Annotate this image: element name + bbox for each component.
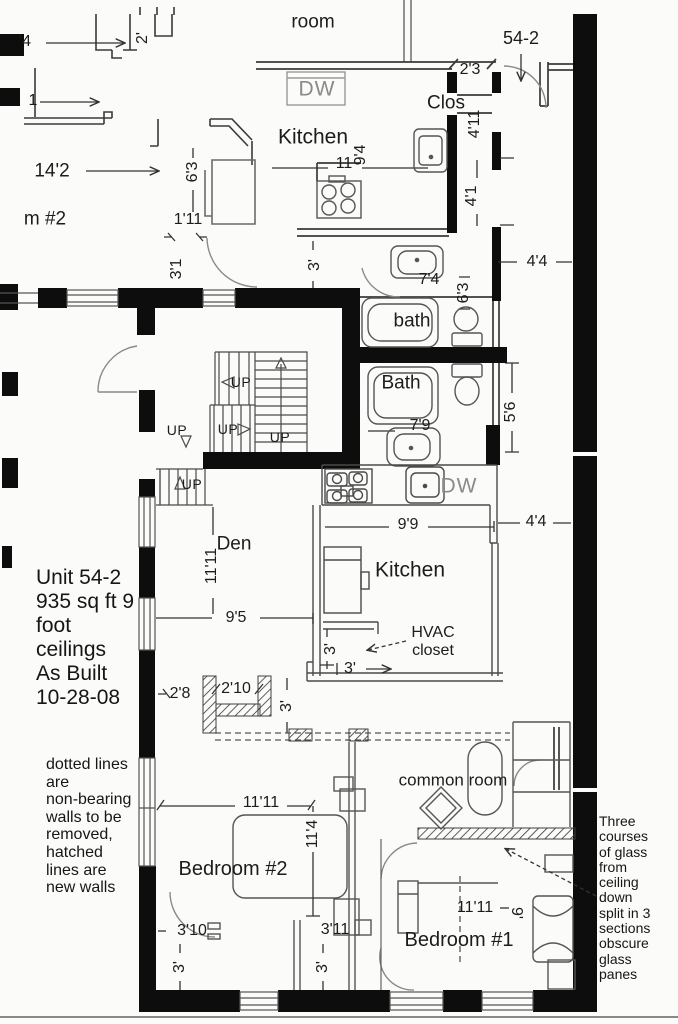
dim-3-hvac-h: 3' <box>344 660 356 677</box>
unit-info-line: 10-28-08 <box>36 686 121 709</box>
dim-7-9: 7'9 <box>409 417 431 434</box>
dim-3-bottom-mid: 3' <box>314 961 331 973</box>
stair-up-label-2: UP <box>166 422 188 438</box>
dim-4-1: 4'1 <box>463 185 480 207</box>
unit-info-line: Unit 54-2 <box>36 566 122 589</box>
dim-4-4-upper: 4'4 <box>526 253 548 270</box>
legend-line: walls to be <box>46 808 122 826</box>
stair-up-label-4: UP <box>269 429 291 445</box>
room-label-closet: Clos <box>426 92 466 114</box>
dim-2-3: 2'3 <box>459 61 481 78</box>
unit-info-line: foot <box>36 614 72 637</box>
legend-line: dotted lines <box>46 756 128 773</box>
dim-3-10: 3'10 <box>177 922 207 939</box>
upper-kitchen-fixtures <box>287 72 447 278</box>
dim-7-4: 7'4 <box>418 271 440 288</box>
dim-9-bedroom1: 9' <box>508 907 525 919</box>
door-arcs <box>98 346 540 990</box>
dim-3-hvac-v: 3' <box>322 643 339 655</box>
room-label-bath-small: bath <box>393 310 431 332</box>
stair-up-label-5: UP <box>181 476 203 492</box>
legend-line: removed, <box>46 826 113 844</box>
dim-11-11-bedroom1: 11'11 <box>456 899 494 916</box>
dishwasher-upper-label: DW <box>298 77 336 101</box>
dim-4-4-lower: 4'4 <box>525 513 547 530</box>
legend-line: are <box>46 773 70 791</box>
dim-9-5: 9'5 <box>225 609 247 626</box>
glass-line: glass <box>599 950 632 967</box>
dim-1: 1 <box>28 92 38 109</box>
dim-3-closet: 3' <box>278 700 295 712</box>
stair-up-label-3: UP <box>217 421 239 437</box>
dim-2-8: 2'8 <box>169 685 191 702</box>
room-label-bath-main: Bath <box>381 372 421 394</box>
glass-line: down <box>599 889 633 906</box>
glass-line: split in 3 <box>599 904 651 921</box>
glass-line: from <box>599 858 627 875</box>
unit-info-line: As Built <box>36 662 108 685</box>
adjacent-unit-walls <box>24 0 411 224</box>
glass-line: sections <box>599 920 651 937</box>
room-label-den: Den <box>216 533 252 555</box>
upper-kitchen-walls <box>256 59 573 465</box>
hvac-label-line2: closet <box>412 642 454 659</box>
room-label-kitchen-lower: Kitchen <box>374 558 446 582</box>
walls-legend-note <box>46 756 131 897</box>
glass-line: obscure <box>599 935 649 952</box>
room-label-room2-partial: m #2 <box>23 208 67 230</box>
legend-line: lines are <box>46 861 107 879</box>
dishwasher-lower-label: DW <box>440 474 478 498</box>
scan-edge-marks <box>0 34 24 568</box>
dim-11: 11 <box>335 155 353 172</box>
legend-line: hatched <box>46 843 103 861</box>
dim-14-2: 14'2 <box>34 160 70 182</box>
glass-line: ceiling <box>599 874 639 891</box>
dim-partial-4: '4 <box>19 33 31 50</box>
glass-line: of glass <box>599 843 648 860</box>
glass-line: courses <box>599 828 649 845</box>
room-label-kitchen-upper: Kitchen <box>277 125 349 149</box>
glass-note <box>599 814 650 982</box>
room-label-bedroom2: Bedroom #2 <box>178 858 288 880</box>
dim-11-11-bedroom2: 11'11 <box>242 794 280 811</box>
dim-2: 2' <box>134 32 151 44</box>
dim-2-10: 2'10 <box>221 680 251 697</box>
dim-9-4: 9'4 <box>352 144 369 166</box>
room-label-bedroom1: Bedroom #1 <box>404 929 514 951</box>
stair-up-label-1: UP <box>230 374 252 390</box>
dim-3-bottom-left: 3' <box>171 961 188 973</box>
unit-callout: 54-2 <box>502 28 540 48</box>
glass-line: Three <box>599 813 636 829</box>
dim-4-11: 4'11 <box>466 109 483 139</box>
dim-3-hall: 3' <box>306 259 323 271</box>
dim-6-3-left: 6'3 <box>184 161 201 183</box>
unit-info-line: 935 sq ft 9 <box>36 590 135 613</box>
dim-1-11: 1'11 <box>173 211 203 228</box>
dim-3-1: 3'1 <box>168 258 185 280</box>
legend-line: non-bearing <box>46 791 132 809</box>
hvac-label-line1: HVAC <box>411 624 455 641</box>
dim-9-9: 9'9 <box>397 516 419 533</box>
legend-line: new walls <box>46 879 116 897</box>
unit-info-note <box>36 566 134 710</box>
dim-3-11: 3'11 <box>320 921 350 938</box>
dim-11-11-den: 11'11 <box>203 547 220 585</box>
room-label-partial-room: room <box>291 11 335 33</box>
dim-11-4: 11'4 <box>304 819 321 849</box>
dim-5-6: 5'6 <box>502 401 519 423</box>
removed-walls-dashed <box>215 733 510 962</box>
room-label-common-room: common room <box>398 770 508 790</box>
unit-info-line: ceilings <box>36 638 107 661</box>
dim-6-3-bath: 6'3 <box>455 282 472 304</box>
glass-line: panes <box>599 965 638 982</box>
